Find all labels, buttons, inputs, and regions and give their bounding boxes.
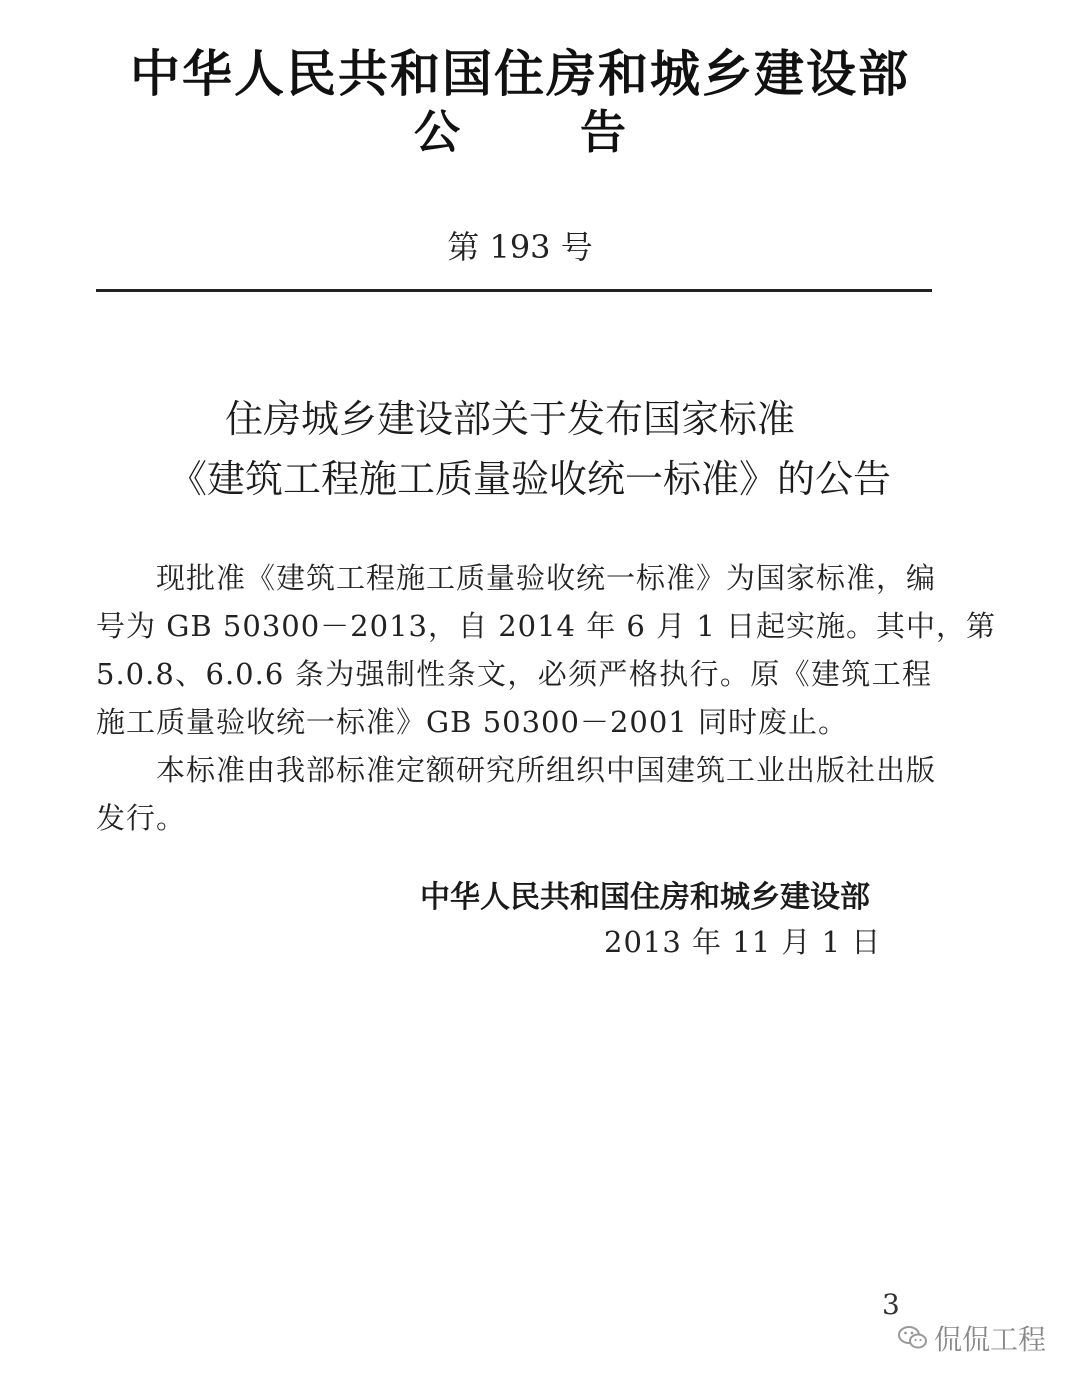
wechat-icon bbox=[898, 1325, 928, 1351]
subject-line-2: 《建筑工程施工质量验收统一标准》的公告 bbox=[168, 457, 891, 501]
header-divider bbox=[96, 289, 932, 292]
issuer-heading: 中华人民共和国住房和城乡建设部 bbox=[130, 45, 910, 103]
page-number: 3 bbox=[882, 1288, 900, 1321]
signature-issuer: 中华人民共和国住房和城乡建设部 bbox=[420, 880, 870, 915]
body-paragraph-1-line-2: 号为 GB 50300－2013，自 2014 年 6 月 1 日起实施。其中，第 bbox=[96, 609, 996, 643]
watermark bbox=[898, 1318, 1046, 1358]
body-paragraph-2-line-2: 发行。 bbox=[96, 801, 187, 835]
body-paragraph-1-line-3: 5.0.8、6.0.6 条为强制性条文，必须严格执行。原《建筑工程 bbox=[96, 657, 932, 691]
body-paragraph-1-line-1: 现批准《建筑工程施工质量验收统一标准》为国家标准，编 bbox=[156, 561, 937, 595]
signature-date: 2013 年 11 月 1 日 bbox=[604, 925, 882, 959]
document-type-heading: 公告 bbox=[414, 105, 746, 159]
body-paragraph-1-line-4: 施工质量验收统一标准》GB 50300－2001 同时废止。 bbox=[96, 705, 848, 739]
body-paragraph-2-line-1: 本标准由我部标准定额研究所组织中国建筑工业出版社出版 bbox=[156, 753, 937, 787]
announcement-number: 第 193 号 bbox=[447, 228, 593, 266]
subject-line-1: 住房城乡建设部关于发布国家标准 bbox=[224, 397, 795, 441]
watermark-text: 侃侃工程 bbox=[934, 1323, 1047, 1356]
